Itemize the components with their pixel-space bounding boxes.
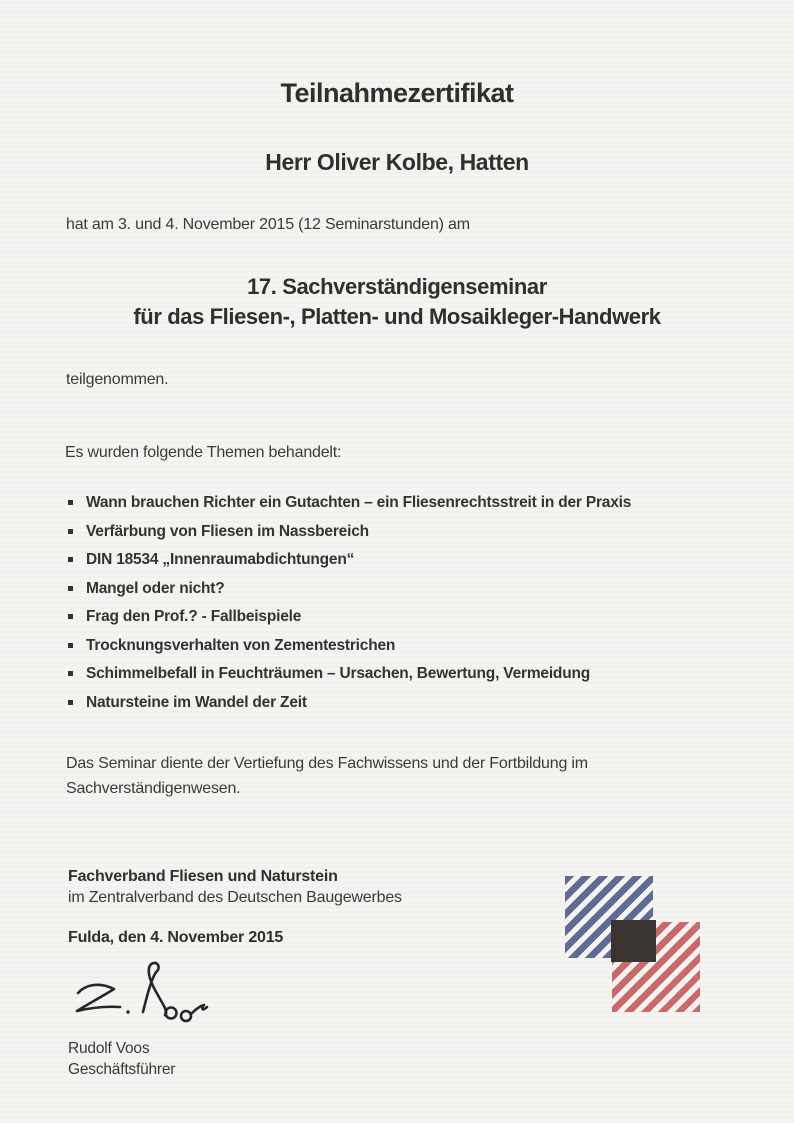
- participation-line: teilgenommen.: [66, 371, 169, 388]
- signature-initial-stroke: [77, 985, 120, 1011]
- bullet-square-icon: [68, 643, 73, 648]
- signer-title: Geschäftsführer: [68, 1061, 176, 1078]
- topics-heading: Es wurden folgende Themen behandelt:: [65, 444, 342, 461]
- topic-item: [66, 494, 631, 512]
- signer-name: Rudolf Voos: [68, 1040, 150, 1057]
- signer-block: [68, 1038, 175, 1080]
- bullet-square-icon: [68, 586, 73, 591]
- seminar-title-line-2: für das Fliesen-, Platten- und Mosaikleger-Handwerk: [133, 304, 661, 329]
- logo-black-square: [611, 920, 656, 962]
- handwritten-signature: [60, 955, 230, 1037]
- topic-item: [66, 523, 631, 541]
- signature-tail-stroke: [191, 1005, 207, 1014]
- closing-line-1: Das Seminar diente der Vertiefung des Fachwissens und der Fortbildung im: [66, 755, 588, 772]
- signature-loop-stroke: [143, 963, 166, 1015]
- bullet-square-icon: [68, 557, 73, 562]
- topic-text: Schimmelbefall in Feuchträumen – Ursachen, Bewertung, Vermeidung: [86, 665, 590, 682]
- bullet-square-icon: [68, 700, 73, 705]
- closing-line-2: Sachverständigenwesen.: [66, 780, 241, 797]
- signature-dot: [126, 1010, 129, 1013]
- topic-item: [66, 694, 631, 712]
- topic-item: [66, 580, 631, 598]
- topic-text: Mangel oder nicht?: [86, 579, 225, 597]
- bullet-square-icon: [68, 529, 73, 534]
- organization-name: Fachverband Fliesen und Naturstein: [68, 868, 338, 885]
- topic-item: [66, 608, 631, 626]
- organization-block: [68, 866, 402, 908]
- page-title: Teilnahmezertifikat: [280, 78, 514, 108]
- topic-item: [66, 665, 631, 683]
- topic-text: Verfärbung von Fliesen im Nassbereich: [86, 522, 369, 540]
- topic-item: [66, 637, 631, 655]
- topic-text: Frag den Prof.? - Fallbeispiele: [86, 608, 302, 625]
- bullet-square-icon: [68, 614, 73, 619]
- bullet-square-icon: [68, 500, 73, 505]
- topic-text: DIN 18534 „Innenraumabdichtungen“: [86, 551, 355, 568]
- topic-item: [66, 551, 631, 569]
- seminar-title: [0, 272, 794, 332]
- seminar-title-line-1: 17. Sachverständigenseminar: [247, 274, 547, 299]
- organization-subline: im Zentralverband des Deutschen Baugewerbes: [68, 889, 402, 906]
- place-date-line: Fulda, den 4. November 2015: [68, 929, 284, 946]
- closing-paragraph: [66, 751, 588, 801]
- intro-line: hat am 3. und 4. November 2015 (12 Seminarstunden) am: [66, 216, 470, 233]
- topic-text: Natursteine im Wandel der Zeit: [86, 693, 307, 711]
- bullet-square-icon: [68, 671, 73, 676]
- recipient-name: Herr Oliver Kolbe, Hatten: [265, 149, 529, 175]
- signature-o2: [181, 1011, 191, 1021]
- topic-text: Wann brauchen Richter ein Gutachten – ein Fliesenrechtsstreit in der Praxis: [86, 494, 632, 511]
- topics-list: [66, 494, 631, 722]
- topic-text: Trocknungsverhalten von Zementestrichen: [86, 636, 396, 654]
